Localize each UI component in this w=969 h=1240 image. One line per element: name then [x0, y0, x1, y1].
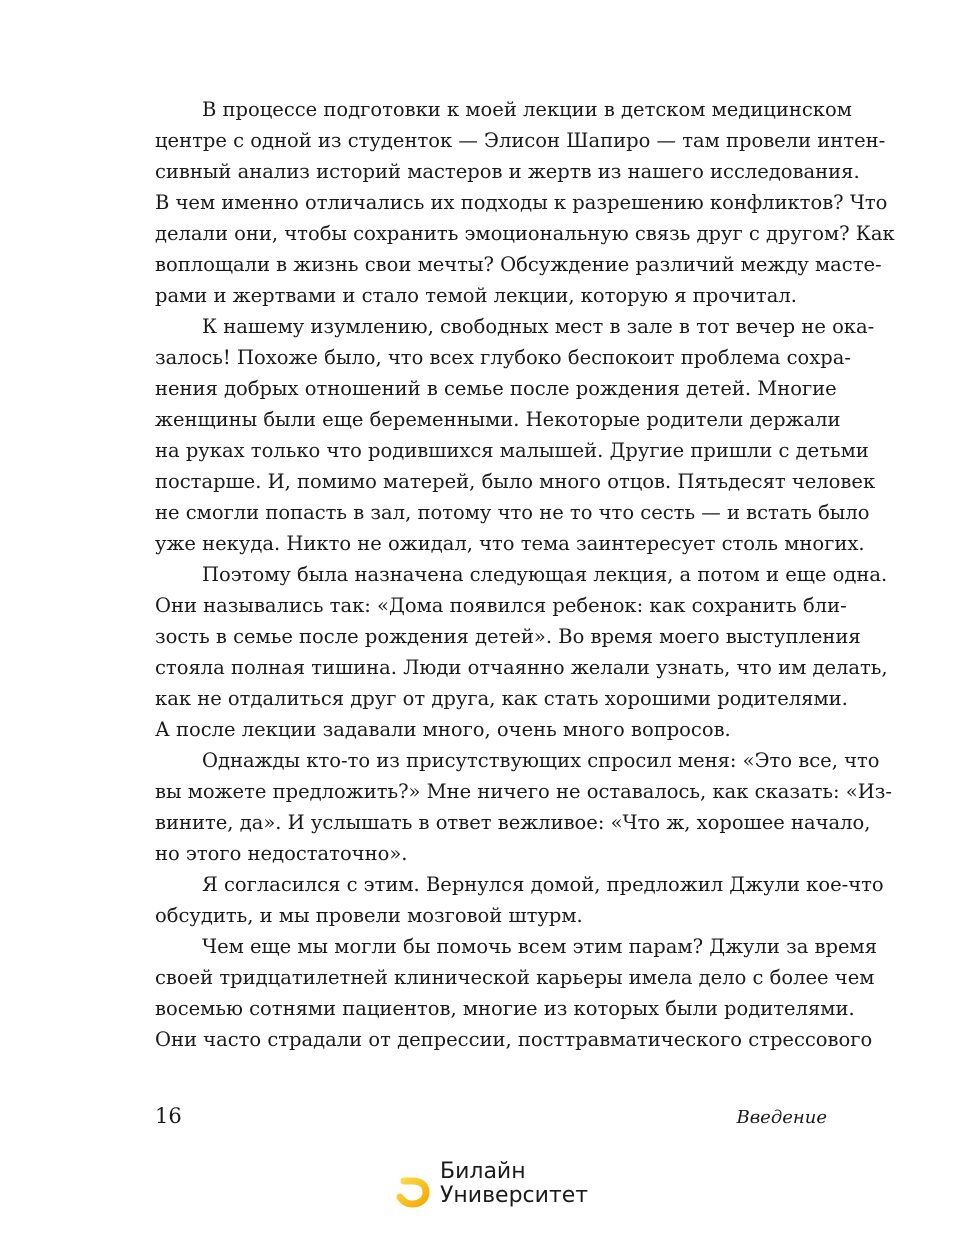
text-line: центре с одной из студенток — Элисон Шапиро — там провели интен-	[155, 129, 886, 152]
text-line: стояла полная тишина. Люди отчаянно желали узнать, что им делать,	[155, 656, 888, 679]
text-line: Я согласился с этим. Вернулся домой, предложил Джули кое-что	[202, 873, 884, 896]
text-line: делали они, чтобы сохранить эмоциональную связь друг с другом? Как	[155, 222, 895, 245]
text-line: восемью сотнями пациентов, многие из которых были родителями.	[155, 997, 855, 1020]
logo-wordmark	[440, 1160, 588, 1208]
text-line: как не отдалиться друг от друга, как стать хорошими родителями.	[155, 687, 848, 710]
paragraph	[155, 94, 895, 311]
text-line: обсудить, и мы провели мозговой штурм.	[155, 904, 583, 927]
text-line: рами и жертвами и стало темой лекции, которую я прочитал.	[155, 284, 797, 307]
text-line: Они назывались так: «Дома появился ребенок: как сохранить бли-	[155, 594, 847, 617]
text-line: А после лекции задавали много, очень много вопросов.	[155, 718, 731, 741]
paragraph	[155, 559, 888, 745]
page-number: 16	[155, 1104, 182, 1128]
text-line: женщины были еще беременными. Некоторые родители держали	[155, 408, 841, 431]
beeline-b-logo-icon	[386, 1157, 430, 1211]
paragraph	[155, 931, 877, 1055]
paragraph	[155, 745, 892, 869]
text-line: своей тридцатилетней клинической карьеры имела дело с более чем	[155, 966, 875, 989]
paragraph	[155, 311, 876, 559]
text-line: вините, да». И услышать в ответ вежливое: «Что ж, хорошее начало,	[155, 811, 871, 834]
text-line: залось! Похоже было, что всех глубоко беспокоит проблема сохра-	[155, 346, 851, 369]
text-line: сивный анализ историй мастеров и жертв из нашего исследования.	[155, 160, 860, 183]
text-line: К нашему изумлению, свободных мест в зале в тот вечер не ока-	[202, 315, 875, 338]
text-line: Они часто страдали от депрессии, посттравматического стрессового	[155, 1028, 873, 1051]
text-line: но этого недостаточно».	[155, 842, 408, 865]
text-line: постарше. И, помимо матерей, было много отцов. Пятьдесят человек	[155, 470, 876, 493]
text-line: В чем именно отличались их подходы к разрешению конфликтов? Что	[155, 191, 888, 214]
paragraph	[155, 869, 884, 931]
text-line: на руках только что родившихся малышей. Другие пришли с детьми	[155, 439, 869, 462]
publisher-logo	[386, 1157, 588, 1211]
text-line: Чем еще мы могли бы помочь всем этим парам? Джули за время	[202, 935, 877, 958]
text-line: Однажды кто-то из присутствующих спросил меня: «Это все, что	[202, 749, 880, 772]
text-line: зость в семье после рождения детей». Во время моего выступления	[155, 625, 861, 648]
text-line: В процессе подготовки к моей лекции в детском медицинском	[202, 98, 852, 121]
text-line: уже некуда. Никто не ожидал, что тема заинтересует столь многих.	[155, 532, 865, 555]
text-line: Поэтому была назначена следующая лекция, а потом и еще одна.	[202, 563, 888, 586]
text-line: вы можете предложить?» Мне ничего не оставалось, как сказать: «Из-	[155, 780, 892, 803]
logo-line-2: Университет	[440, 1183, 589, 1208]
logo-line-1: Билайн	[440, 1159, 526, 1184]
text-line: не смогли попасть в зал, потому что не то что сесть — и встать было	[155, 501, 870, 524]
text-line: воплощали в жизнь свои мечты? Обсуждение различий между масте-	[155, 253, 882, 276]
running-section-title: Введение	[736, 1107, 827, 1128]
text-line: нения добрых отношений в семье после рождения детей. Многие	[155, 377, 837, 400]
body-text	[155, 94, 895, 1055]
